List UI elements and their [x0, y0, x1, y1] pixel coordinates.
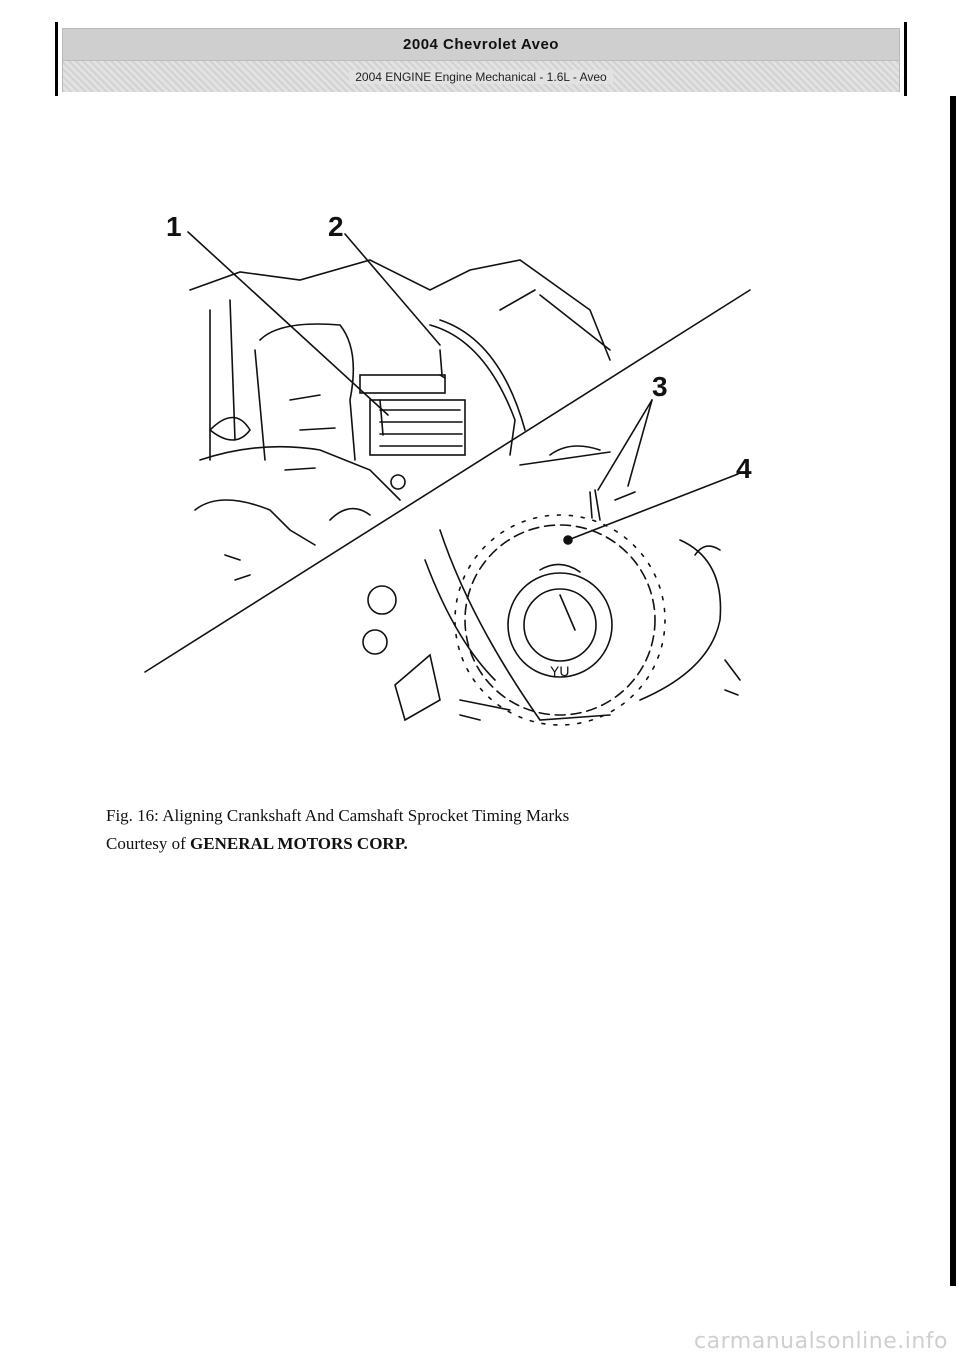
leader-line-4: [568, 474, 738, 540]
right-header-rule: [904, 22, 907, 96]
callout-2: 2: [328, 211, 344, 242]
timing-mark-dot: [564, 536, 572, 544]
gear-marking-text: YU: [550, 663, 570, 679]
credit-organization: GENERAL MOTORS CORP.: [190, 834, 408, 853]
callout-3: 3: [652, 371, 668, 402]
figure-caption-title: Fig. 16: Aligning Crankshaft And Camshaft Sprocket Timing Marks: [106, 806, 570, 825]
credit-prefix: Courtesy of: [106, 834, 186, 853]
callout-4: 4: [736, 453, 752, 484]
header-subtitle-band: [63, 61, 899, 92]
callout-1: 1: [166, 211, 182, 242]
site-watermark: carmanualsonline.info: [694, 1329, 948, 1354]
timing-mark-illustration: [140, 200, 760, 740]
figure-caption: [106, 802, 866, 858]
page-header: [62, 28, 900, 92]
camshaft-area-sketch: [190, 260, 610, 580]
leader-line-3b: [628, 400, 652, 486]
leader-line-1: [188, 232, 388, 415]
leader-line-2: [345, 234, 440, 345]
divider-line: [145, 290, 750, 672]
figure-credit: [106, 830, 866, 858]
crankshaft-sprocket-sketch: [363, 446, 740, 725]
right-margin-rule: [950, 96, 956, 1286]
header-title: 2004 Chevrolet Aveo: [403, 36, 559, 53]
header-title-band: [63, 29, 899, 61]
header-subtitle: 2004 ENGINE Engine Mechanical - 1.6L - Aveo: [349, 70, 612, 84]
leader-line-3a: [598, 400, 652, 490]
engine-line-drawing: [140, 200, 760, 740]
left-margin-rule: [55, 22, 58, 96]
